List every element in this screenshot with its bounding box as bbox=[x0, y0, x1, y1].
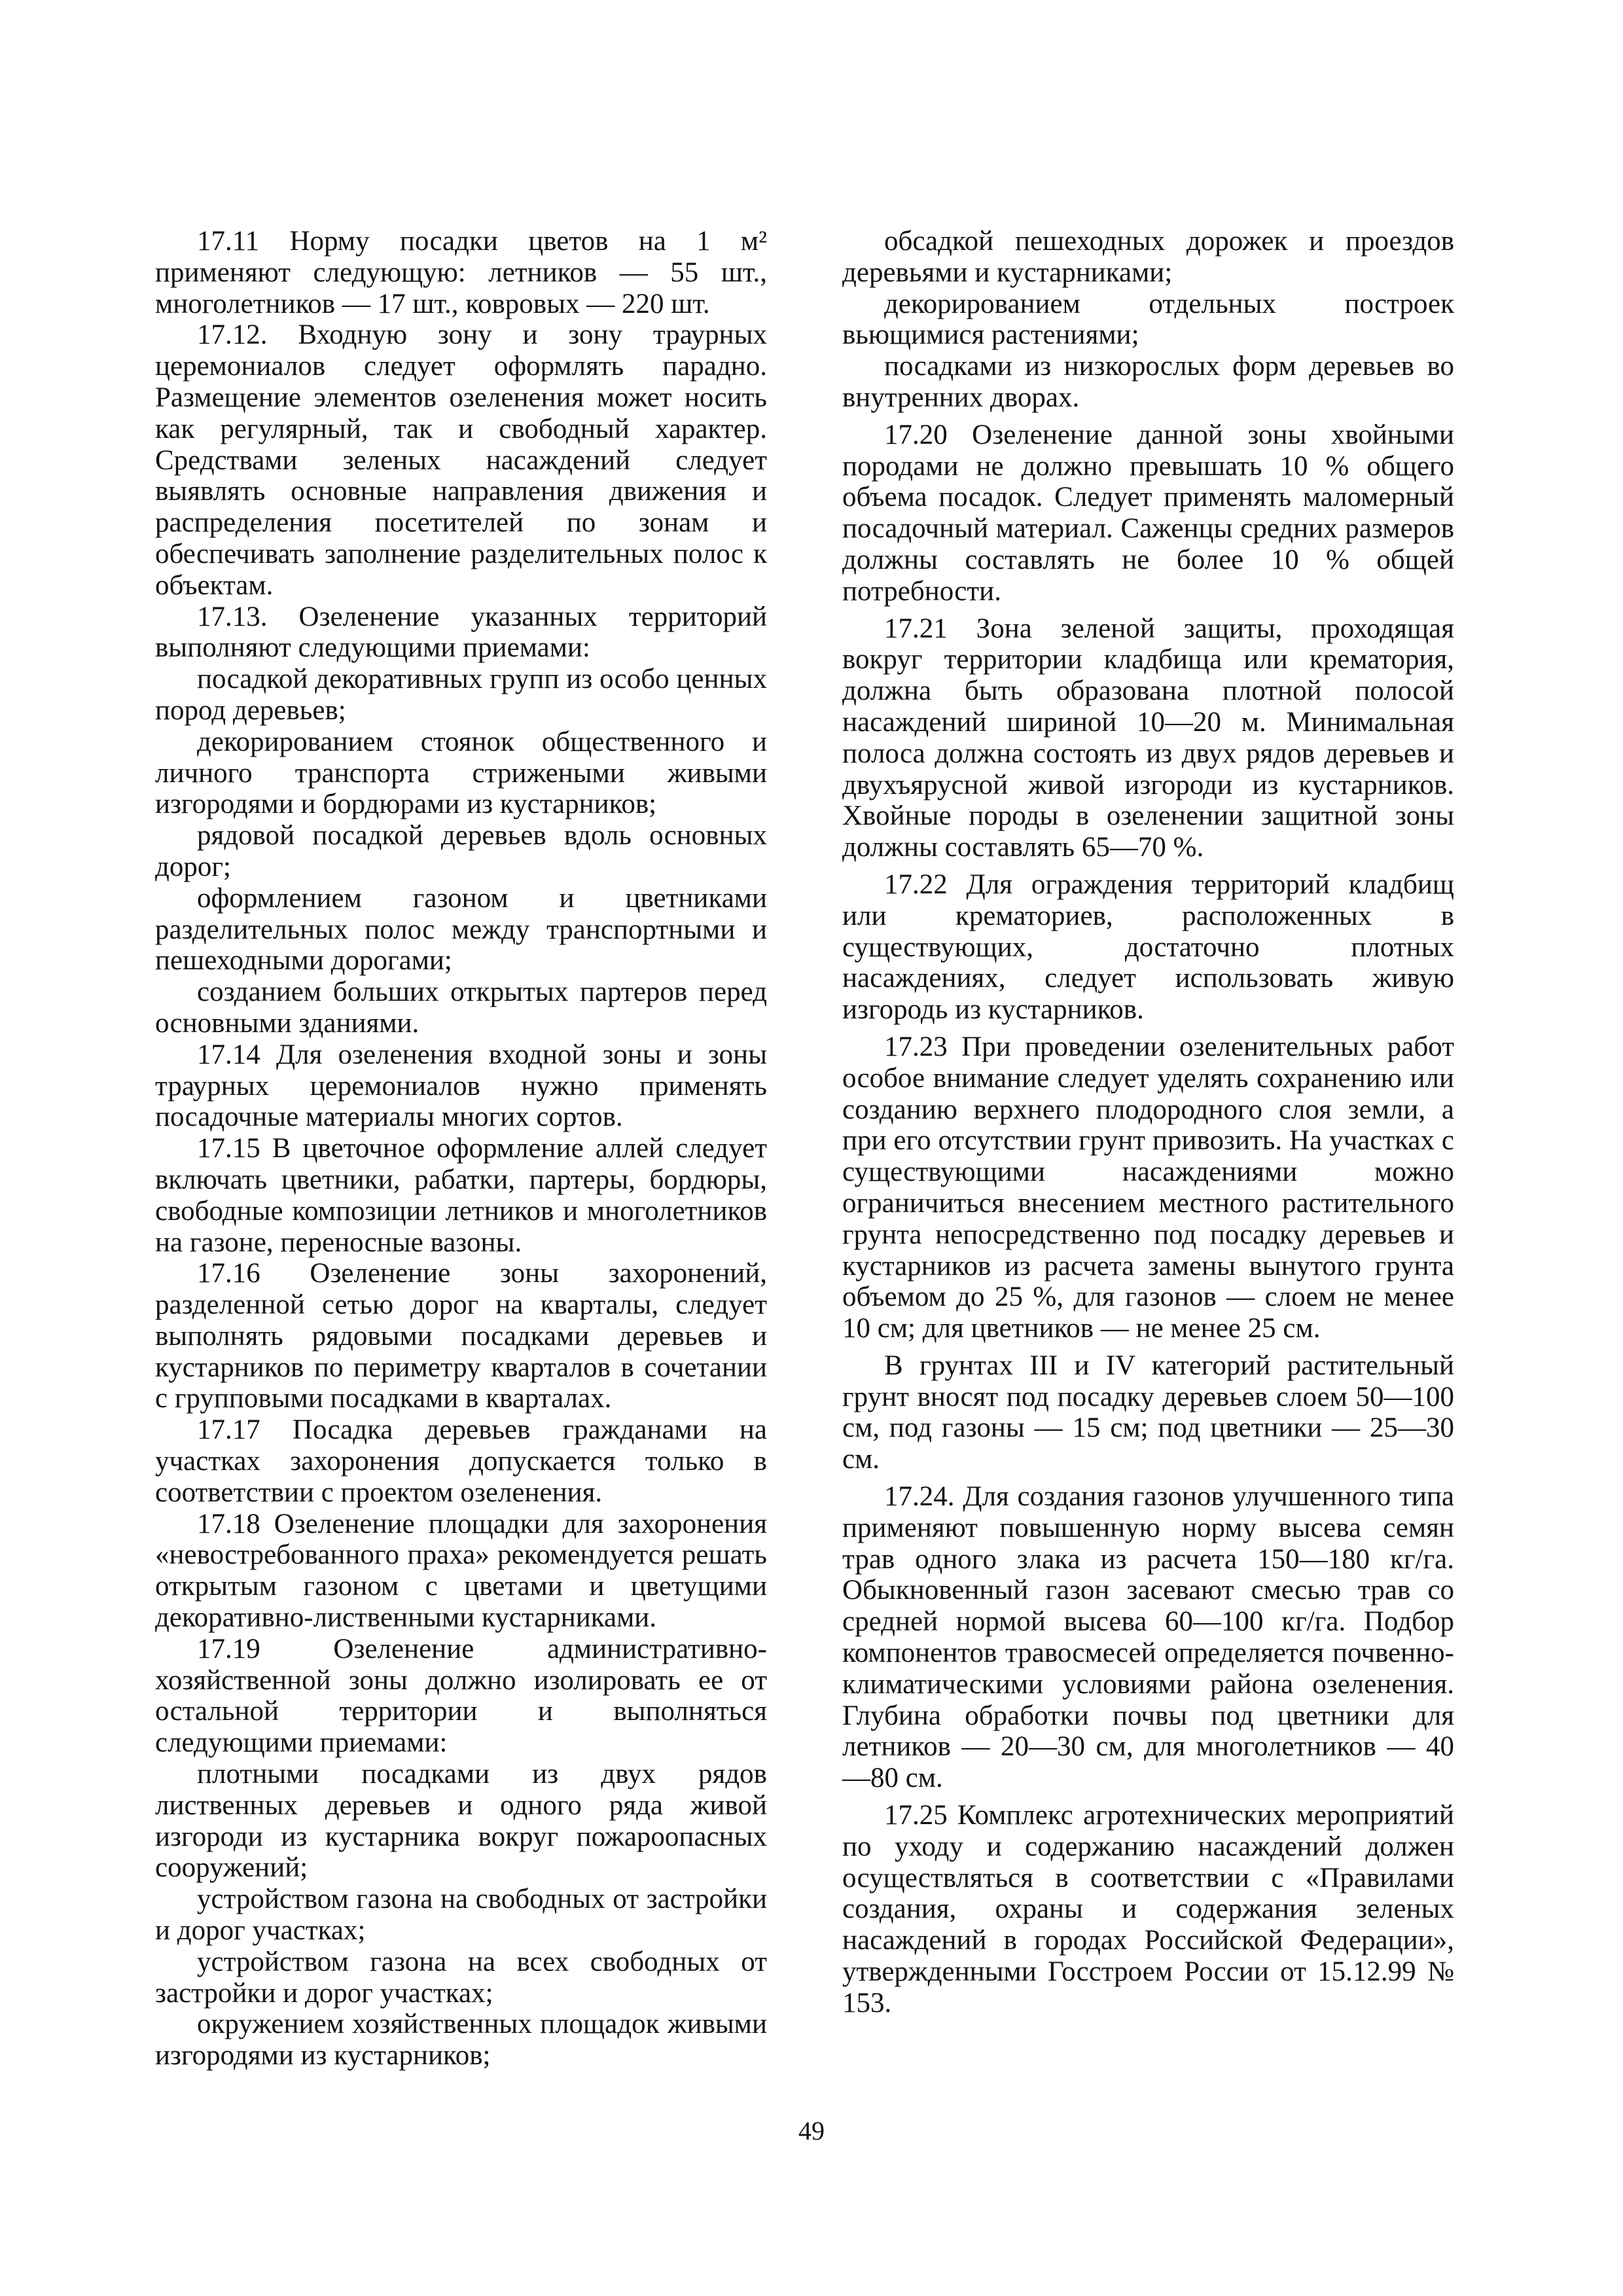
paragraph: устройством газона на всех свободных от застройки и дорог участках; bbox=[155, 1946, 767, 2009]
paragraph: 17.11 Норму посадки цветов на 1 м² применяют следующую: летников — 55 шт., многолетников — 17 шт., ковровых — 220 шт. bbox=[155, 226, 767, 319]
paragraph: устройством газона на свободных от застройки и дорог участках; bbox=[155, 1884, 767, 1946]
paragraph: 17.20 Озеленение данной зоны хвойными породами не должно превышать 10 % общего объема посадок. Следует применять маломерный посадочный материал. Саженцы средних размеров должны составлять не более 10 % общей потребности. bbox=[842, 419, 1454, 607]
paragraph: 17.16 Озеленение зоны захоронений, разделенной сетью дорог на кварталы, следует выполнять рядовыми посадками деревьев и кустарников по периметру кварталов в сочетании с групповыми посадками в кварталах. bbox=[155, 1258, 767, 1414]
paragraph: окружением хозяйственных площадок живыми изгородями из кустарников; bbox=[155, 2009, 767, 2072]
left-column bbox=[155, 226, 767, 2072]
paragraph: обсадкой пешеходных дорожек и проездов деревьями и кустарниками; bbox=[842, 226, 1454, 288]
paragraph: 17.17 Посадка деревьев гражданами на участках захоронения допускается только в соответствии с проектом озеленения. bbox=[155, 1414, 767, 1508]
paragraph: 17.21 Зона зеленой защиты, проходящая вокруг территории кладбища или крематория, должна быть образована плотной полосой насаждений шириной 10—20 м. Минимальная полоса должна состоять из двух рядов деревьев и двухъярусной живой изгороди из кустарников. Хвойные породы в озеленении защитной зоны должны составлять 65—70 %. bbox=[842, 613, 1454, 863]
paragraph: В грунтах III и IV категорий растительный грунт вносят под посадку деревьев слоем 50—100 см, под газоны — 15 см; под цветники — 25—30 см. bbox=[842, 1350, 1454, 1475]
paragraph: посадками из низкорослых форм деревьев во внутренних дворах. bbox=[842, 351, 1454, 413]
paragraph: 17.13. Озеленение указанных территорий выполняют следующими приемами: bbox=[155, 601, 767, 664]
paragraph: плотными посадками из двух рядов лиственных деревьев и одного ряда живой изгороди из кустарника вокруг пожароопасных сооружений; bbox=[155, 1759, 767, 1884]
paragraph: 17.15 В цветочное оформление аллей следует включать цветники, рабатки, партеры, бордюры, свободные композиции летников и многолетников на газоне, переносные вазоны. bbox=[155, 1133, 767, 1258]
paragraph: 17.25 Комплекс агротехнических мероприятий по уходу и содержанию насаждений должен осуществляться в соответствии с «Правилами создания, охраны и содержания зеленых насаждений в городах Российской Федерации», утвержденными Госстроем России от 15.12.99 № 153. bbox=[842, 1800, 1454, 2018]
paragraph: 17.18 Озеленение площадки для захоронения «невостребованного праха» рекомендуется решать открытым газоном с цветами и цветущими декоративно-лиственными кустарниками. bbox=[155, 1508, 767, 1634]
right-column bbox=[842, 226, 1454, 2019]
paragraph: декорированием стоянок общественного и личного транспорта стрижеными живыми изгородями и бордюрами из кустарников; bbox=[155, 726, 767, 820]
paragraph: 17.23 При проведении озеленительных работ особое внимание следует уделять сохранению или созданию верхнего плодородного слоя земли, а при его отсутствии грунт привозить. На участках с существующими насаждениями можно ограничиться внесением местного растительного грунта непосредственно под посадку деревьев и кустарников из расчета замены вынутого грунта объемом до 25 %, для газонов — слоем не менее 10 см; для цветников — не менее 25 см. bbox=[842, 1031, 1454, 1344]
paragraph: 17.22 Для ограждения территорий кладбищ или крематориев, расположенных в существующих, достаточно плотных насаждениях, следует использовать живую изгородь из кустарников. bbox=[842, 869, 1454, 1026]
paragraph: оформлением газоном и цветниками разделительных полос между транспортными и пешеходными дорогами; bbox=[155, 882, 767, 977]
paragraph: 17.19 Озеленение административно-хозяйственной зоны должно изолировать ее от остальной территории и выполняться следующими приемами: bbox=[155, 1633, 767, 1759]
paragraph: декорированием отдельных построек вьющимися растениями; bbox=[842, 288, 1454, 351]
page-number: 49 bbox=[798, 2116, 825, 2145]
paragraph: рядовой посадкой деревьев вдоль основных дорог; bbox=[155, 820, 767, 882]
paragraph: созданием больших открытых партеров перед основными зданиями. bbox=[155, 977, 767, 1039]
paragraph: посадкой декоративных групп из особо ценных пород деревьев; bbox=[155, 664, 767, 726]
paragraph: 17.24. Для создания газонов улучшенного типа применяют повышенную норму высева семян трав одного злака из расчета 150—180 кг/га. Обыкновенный газон засевают смесью трав со средней нормой высева 60—100 кг/га. Подбор компонентов травосмесей определяется почвенно-климатическими условиями района озеленения. Глубина обработки почвы под цветники для летников — 20—30 см, для многолетников — 40—80 см. bbox=[842, 1481, 1454, 1794]
paragraph: 17.12. Входную зону и зону траурных церемониалов следует оформлять парадно. Размещение элементов озеленения может носить как регулярный, так и свободный характер. Средствами зеленых насаждений следует выявлять основные направления движения и распределения посетителей по зонам и обеспечивать заполнение разделительных полос к объектам. bbox=[155, 319, 767, 601]
paragraph: 17.14 Для озеленения входной зоны и зоны траурных церемониалов нужно применять посадочные материалы многих сортов. bbox=[155, 1039, 767, 1133]
